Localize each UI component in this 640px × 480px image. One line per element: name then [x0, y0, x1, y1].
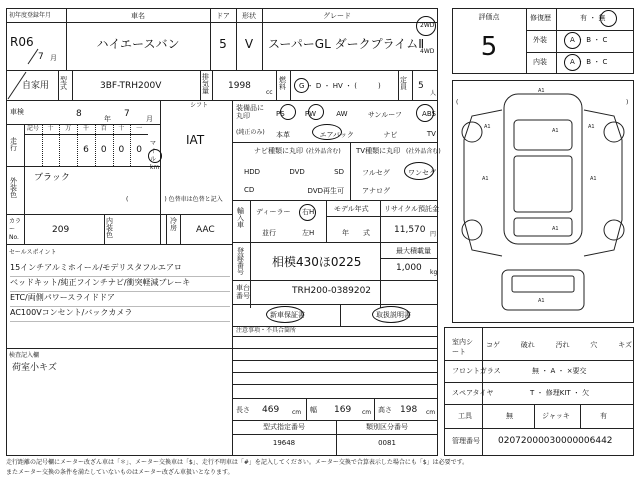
interior-sheet-items: [486, 340, 632, 350]
recycle-unit: 円: [430, 231, 437, 238]
diagram-mark-7: A1: [552, 226, 559, 232]
equipment-row1: [276, 110, 436, 120]
shape-label: 形状: [242, 12, 256, 20]
diagram-mark-2: A1: [484, 124, 491, 130]
mileage-unit: マイル km: [150, 140, 160, 171]
chassis-value: TRH200-0389202: [292, 286, 372, 296]
mileage-digit: 6: [83, 145, 89, 155]
equipment-item: PW: [304, 110, 317, 118]
import-dealer: ディーラー: [256, 208, 291, 216]
jack-label: ジャッキ: [542, 412, 570, 420]
door-value: 5: [219, 37, 227, 51]
interior-sheet-item: 破れ: [520, 341, 535, 349]
navi-item: DVD再生可: [307, 187, 344, 195]
mileage-header-cell: 十: [118, 125, 125, 132]
tools-label: 工具: [458, 412, 472, 420]
front-glass-options: 無 ・ A ・ ×要交: [532, 367, 587, 375]
fuel-label: 燃料: [279, 76, 286, 91]
inspection-month: 7: [124, 109, 130, 119]
front-glass-label: フロントガラス: [452, 367, 501, 375]
reg-diagonal: [10, 48, 60, 66]
tv-item: アナログ: [362, 187, 390, 195]
recycle-value: 11,570: [394, 225, 426, 235]
equipment-label: 装備品に丸印: [236, 104, 264, 120]
sales-points-label: セールスポイント: [9, 249, 57, 256]
tv-label: TV種類に丸印: [356, 147, 401, 155]
exterior-options: A ・ B ・ C: [570, 36, 608, 44]
repair-label: 修復歴: [530, 14, 551, 22]
equipment-item: 本革: [276, 131, 290, 139]
warranty-label: 新車保証書: [270, 311, 305, 319]
score-value: 5: [480, 32, 498, 62]
registration-value: 相模430ほ0225: [272, 255, 362, 269]
color-note: ( ) 色替車は色替と記入: [126, 196, 223, 203]
navi-item: HDD: [244, 168, 261, 176]
interior-sheet-label: 室内シート: [452, 338, 473, 356]
equipment-item: AW: [336, 110, 348, 118]
mileage-header-cell: 千: [82, 125, 89, 132]
mileage-header-cell: 百: [100, 125, 107, 132]
equipment-item: ABS: [422, 110, 436, 118]
mileage-header-cell: 記号: [26, 125, 39, 132]
spare-tire-options: T ・ 修理KIT ・ 欠: [530, 389, 590, 397]
inspector-label: 検査記入欄: [9, 352, 40, 359]
load-label: 最大積載量: [396, 247, 431, 255]
grade-label: グレード: [323, 12, 351, 20]
management-label: 管理番号: [452, 437, 480, 445]
mileage-label: 走行: [10, 137, 17, 152]
ac-value: AAC: [196, 225, 215, 235]
shift-label: シフト: [190, 102, 209, 109]
cap-value: 5: [418, 81, 424, 91]
width-label: 幅: [310, 406, 317, 414]
import-left: 左H: [302, 229, 315, 237]
inspection-year-unit: 年: [104, 115, 111, 123]
interior-sheet-item: キズ: [618, 341, 632, 349]
disp-value: 1998: [228, 81, 251, 91]
import-right: 右H: [302, 208, 315, 216]
navi-item: SD: [334, 168, 344, 176]
equipment-item: TV: [426, 130, 436, 138]
notes-label: 注意事項・不具合箇所: [236, 327, 297, 334]
height-label: 高さ: [378, 406, 392, 414]
name-value: ハイエースバン: [96, 37, 180, 51]
equip-pw-circle: [308, 104, 324, 120]
tv-oneseg-circle: [404, 162, 434, 180]
sales-point-line: AC100Vコンセント/バックカメラ: [10, 307, 230, 322]
class-value: 0081: [378, 439, 396, 447]
mileage-digit: 0: [118, 145, 125, 155]
interior-color-label: 内装色: [106, 217, 113, 239]
interior-sheet-item: 汚れ: [555, 341, 570, 349]
grade-value: スーパーGL ダークプライムⅡ: [268, 37, 425, 51]
diagram-mark-1: A1: [538, 88, 545, 94]
type-designation-value: 19648: [272, 439, 296, 447]
navi-label: ナビ種類に丸印: [254, 147, 303, 155]
length-unit: cm: [292, 409, 302, 416]
color-value: ブラック: [34, 173, 70, 183]
usage-value: 自家用: [22, 81, 50, 91]
import-label: 輸入車: [237, 207, 244, 229]
manual-circle: [372, 306, 410, 323]
car-damage-diagram: [452, 80, 634, 323]
inspection-label: 車検: [10, 108, 24, 116]
repair-circle: [600, 10, 617, 27]
registration-label: 登録番号: [237, 247, 244, 276]
equipment-row2: [276, 130, 436, 140]
cap-unit: 人: [430, 90, 437, 97]
width-value: 169: [334, 405, 352, 415]
tools-value: 無: [506, 412, 513, 420]
left-panel: [6, 8, 438, 456]
diagram-bracket-left: (: [456, 99, 459, 106]
diagram-bracket-right: ): [626, 99, 629, 106]
equipment-item: PS: [276, 110, 285, 118]
tv-item: フルセグ: [362, 169, 390, 177]
mileage-header-cell: 一: [136, 125, 143, 132]
disp-unit: cc: [266, 89, 273, 96]
model-year-label: モデル年式: [334, 205, 369, 213]
equipment-item: サンルーフ: [367, 111, 402, 119]
navi-sub: (社外品含む): [306, 148, 341, 155]
color-no-value: 209: [52, 225, 70, 235]
inspection-year: 8: [76, 109, 82, 119]
diagram-mark-4: A1: [552, 128, 559, 134]
manual-label: 取扱説明書: [376, 311, 411, 319]
reg-month: 7: [38, 52, 44, 62]
interior-options: A ・ B ・ C: [570, 58, 608, 66]
disp-label: 排気量: [202, 73, 209, 95]
inspector-value: 荷室小キズ: [12, 363, 57, 373]
sales-points-list: [10, 262, 230, 322]
mileage-km-circle: [148, 149, 162, 163]
reg-month-unit: 月: [50, 54, 57, 62]
tv-row2: [362, 186, 436, 196]
sales-point-line: 15インチアルミホイール/モデリスタフルエアロ: [10, 262, 230, 277]
color-no-label: カラーNo.: [9, 218, 22, 241]
type-designation-label: 型式指定番号: [263, 423, 305, 431]
name-label: 車名: [131, 12, 145, 20]
mileage-grid: [24, 124, 148, 166]
diagram-mark-5: A1: [482, 176, 489, 182]
reg-year: R06: [10, 35, 34, 49]
mileage-digit: 0: [136, 145, 142, 155]
equip-ps-circle: [280, 104, 296, 120]
tv-item: ワンセグ: [408, 169, 436, 177]
load-value: 1,000: [396, 263, 422, 273]
mileage-header-cell: 十: [47, 125, 54, 132]
load-unit: kg: [430, 269, 438, 276]
width-unit: cm: [362, 409, 372, 416]
footer-line1: 走行距離の記号欄にメーター改ざん車は「＊」、メーター交換車は「$」、走行不明車は「#」を記入してください。メーター交換で合算表示した場合にも「$」は必要です。: [6, 459, 469, 466]
mileage-header-cell: 万: [65, 125, 72, 132]
interior-sheet-item: 穴: [590, 341, 598, 349]
height-value: 198: [400, 405, 418, 415]
equipment-item: エアバック: [319, 131, 354, 139]
model-label: 型式: [60, 76, 67, 91]
jack-value: 有: [600, 412, 607, 420]
reg-label: 初年度登録年月: [9, 12, 52, 19]
interior-label: 内装: [533, 58, 547, 66]
import-right-circle: [299, 204, 316, 221]
equip-airbag-circle: [312, 124, 342, 140]
import-parallel: 並行: [262, 229, 276, 237]
footer-line2: またメーター交換の条件を満たしていないものはメーター改ざん車扱いとなります。: [6, 469, 234, 476]
length-label: 長さ: [236, 406, 250, 414]
equip-abs-circle: [416, 104, 434, 122]
model-value: 3BF-TRH200V: [100, 81, 162, 91]
interior-circle: [564, 54, 581, 71]
fuel-options: G ・ D ・ HV ・ ( ): [299, 82, 381, 90]
recycle-label: リサイクル預託金: [384, 205, 440, 213]
cap-label: 定員: [400, 76, 407, 91]
score-label: 評価点: [478, 13, 500, 21]
color-label: 外装色: [10, 177, 17, 199]
navi-item: DVD: [289, 168, 305, 176]
sales-point-line: ETC/両側パワースライドドア: [10, 292, 230, 307]
diagram-mark-8: A1: [538, 298, 545, 304]
fuel-g-circle: [294, 78, 309, 93]
equipment-sub: (純正のみ): [236, 129, 265, 136]
exterior-circle: [564, 32, 581, 49]
spare-tire-label: スペアタイヤ: [452, 389, 494, 397]
diagram-mark-6: A1: [590, 176, 597, 182]
chassis-label: 車台番号: [236, 284, 250, 300]
inspection-month-unit: 月: [146, 115, 153, 123]
height-unit: cm: [426, 409, 436, 416]
length-value: 469: [262, 405, 280, 415]
navi-item: CD: [244, 186, 255, 194]
navi-row2: [244, 186, 344, 196]
management-value: 02072000030000006442: [498, 436, 613, 446]
class-label: 類別区分番号: [366, 423, 408, 431]
sales-point-line: ベッドキット/純正フインチナビ/衝突軽減ブレーキ: [10, 277, 230, 292]
model-year-unit: 年 式: [342, 229, 370, 237]
shift-value: IAT: [186, 133, 205, 147]
interior-sheet-item: コゲ: [486, 341, 500, 349]
mileage-digit: 0: [100, 145, 107, 155]
door-label: ドア: [216, 12, 230, 20]
equipment-item: ナビ: [383, 131, 398, 139]
exterior-label: 外装: [533, 36, 547, 44]
warranty-circle: [266, 306, 304, 323]
repair-options: 有 ・ 無: [580, 14, 606, 22]
ac-label: 冷房: [170, 217, 177, 232]
shape-value: V: [244, 37, 254, 51]
tv-sub: (社外品含む): [406, 148, 441, 155]
drive-2wd: 2WD: [420, 22, 435, 29]
diagram-mark-3: A1: [588, 124, 595, 130]
navi-row1: [244, 168, 344, 176]
drive-4wd: 4WD: [420, 48, 435, 55]
